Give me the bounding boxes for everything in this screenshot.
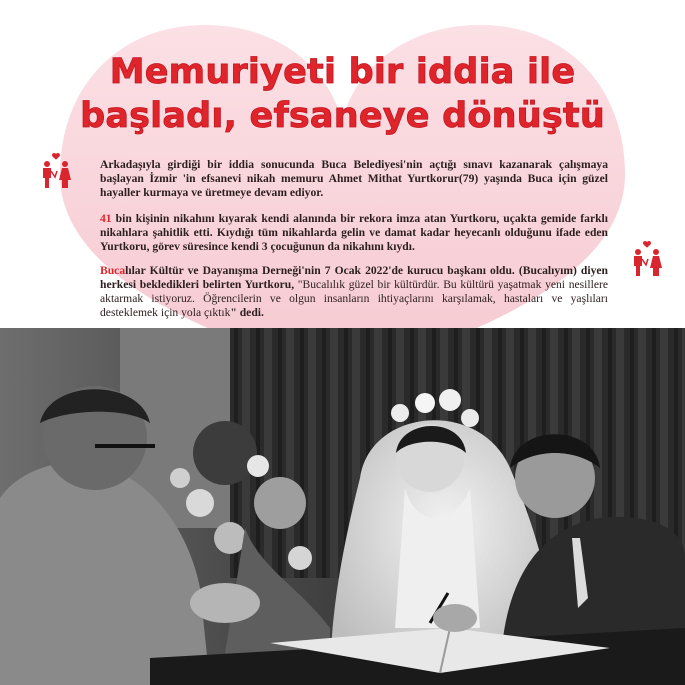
headline-line-2: başladı, efsaneye dönüştü xyxy=(80,96,605,136)
paragraph-2-text: bin kişinin nikahını kıyarak kendi alanında bir rekora imza atan Yurtkoru, uçakta gemide farklı nikahlara şahitlik etti. Kıydığı tüm nikahlarda gelin ve damat kadar heyecanlı olduğunu ifade eden Yurtkoru, görev süresince kendi 3 çocuğunun da nikahını kıydı. xyxy=(100,212,608,253)
paragraph-2-lead: 41 xyxy=(100,212,112,225)
headline-line-1: Memuriyeti bir iddia ile xyxy=(109,52,576,92)
paragraph-3-lead: Buca xyxy=(100,264,126,277)
wedding-photo xyxy=(0,328,685,685)
couple-love-icon xyxy=(631,240,663,278)
paragraph-3 xyxy=(100,264,608,320)
paragraph-2 xyxy=(100,212,608,254)
paragraph-3-end: " dedi. xyxy=(230,306,264,319)
paragraph-1: Arkadaşıyla girdiği bir iddia sonucunda Buca Belediyesi'nin açtığı sınavı kazanarak çalışmaya başlayan İzmir 'in efsanevi nikah memuru Ahmet Mithat Yurtkorur(79) yaşında Buca için güzel hayaller kurmaya ve üretmeye devam ediyor. xyxy=(100,158,608,199)
paragraph-3-text: lılar Kültür ve Dayanışma Derneği'nin 7 Ocak 2022'de kurucu başkanı oldu. (Bucalıyım) diyen herkesi bekledikleri belirten Yurtkoru, xyxy=(100,264,608,291)
couple-love-icon xyxy=(40,152,72,190)
headline xyxy=(0,50,685,138)
paragraph-3-quote: "Bucalılık güzel bir kültürdür. Bu kültürü yaşatmak yeni nesillere aktarmak istiyoruz. Öğrencilerin ve olgun insanların ihtiyaçlarını karşılamak, hastaları ve yaşlıları desteklemek için yola çıktık xyxy=(100,278,608,319)
